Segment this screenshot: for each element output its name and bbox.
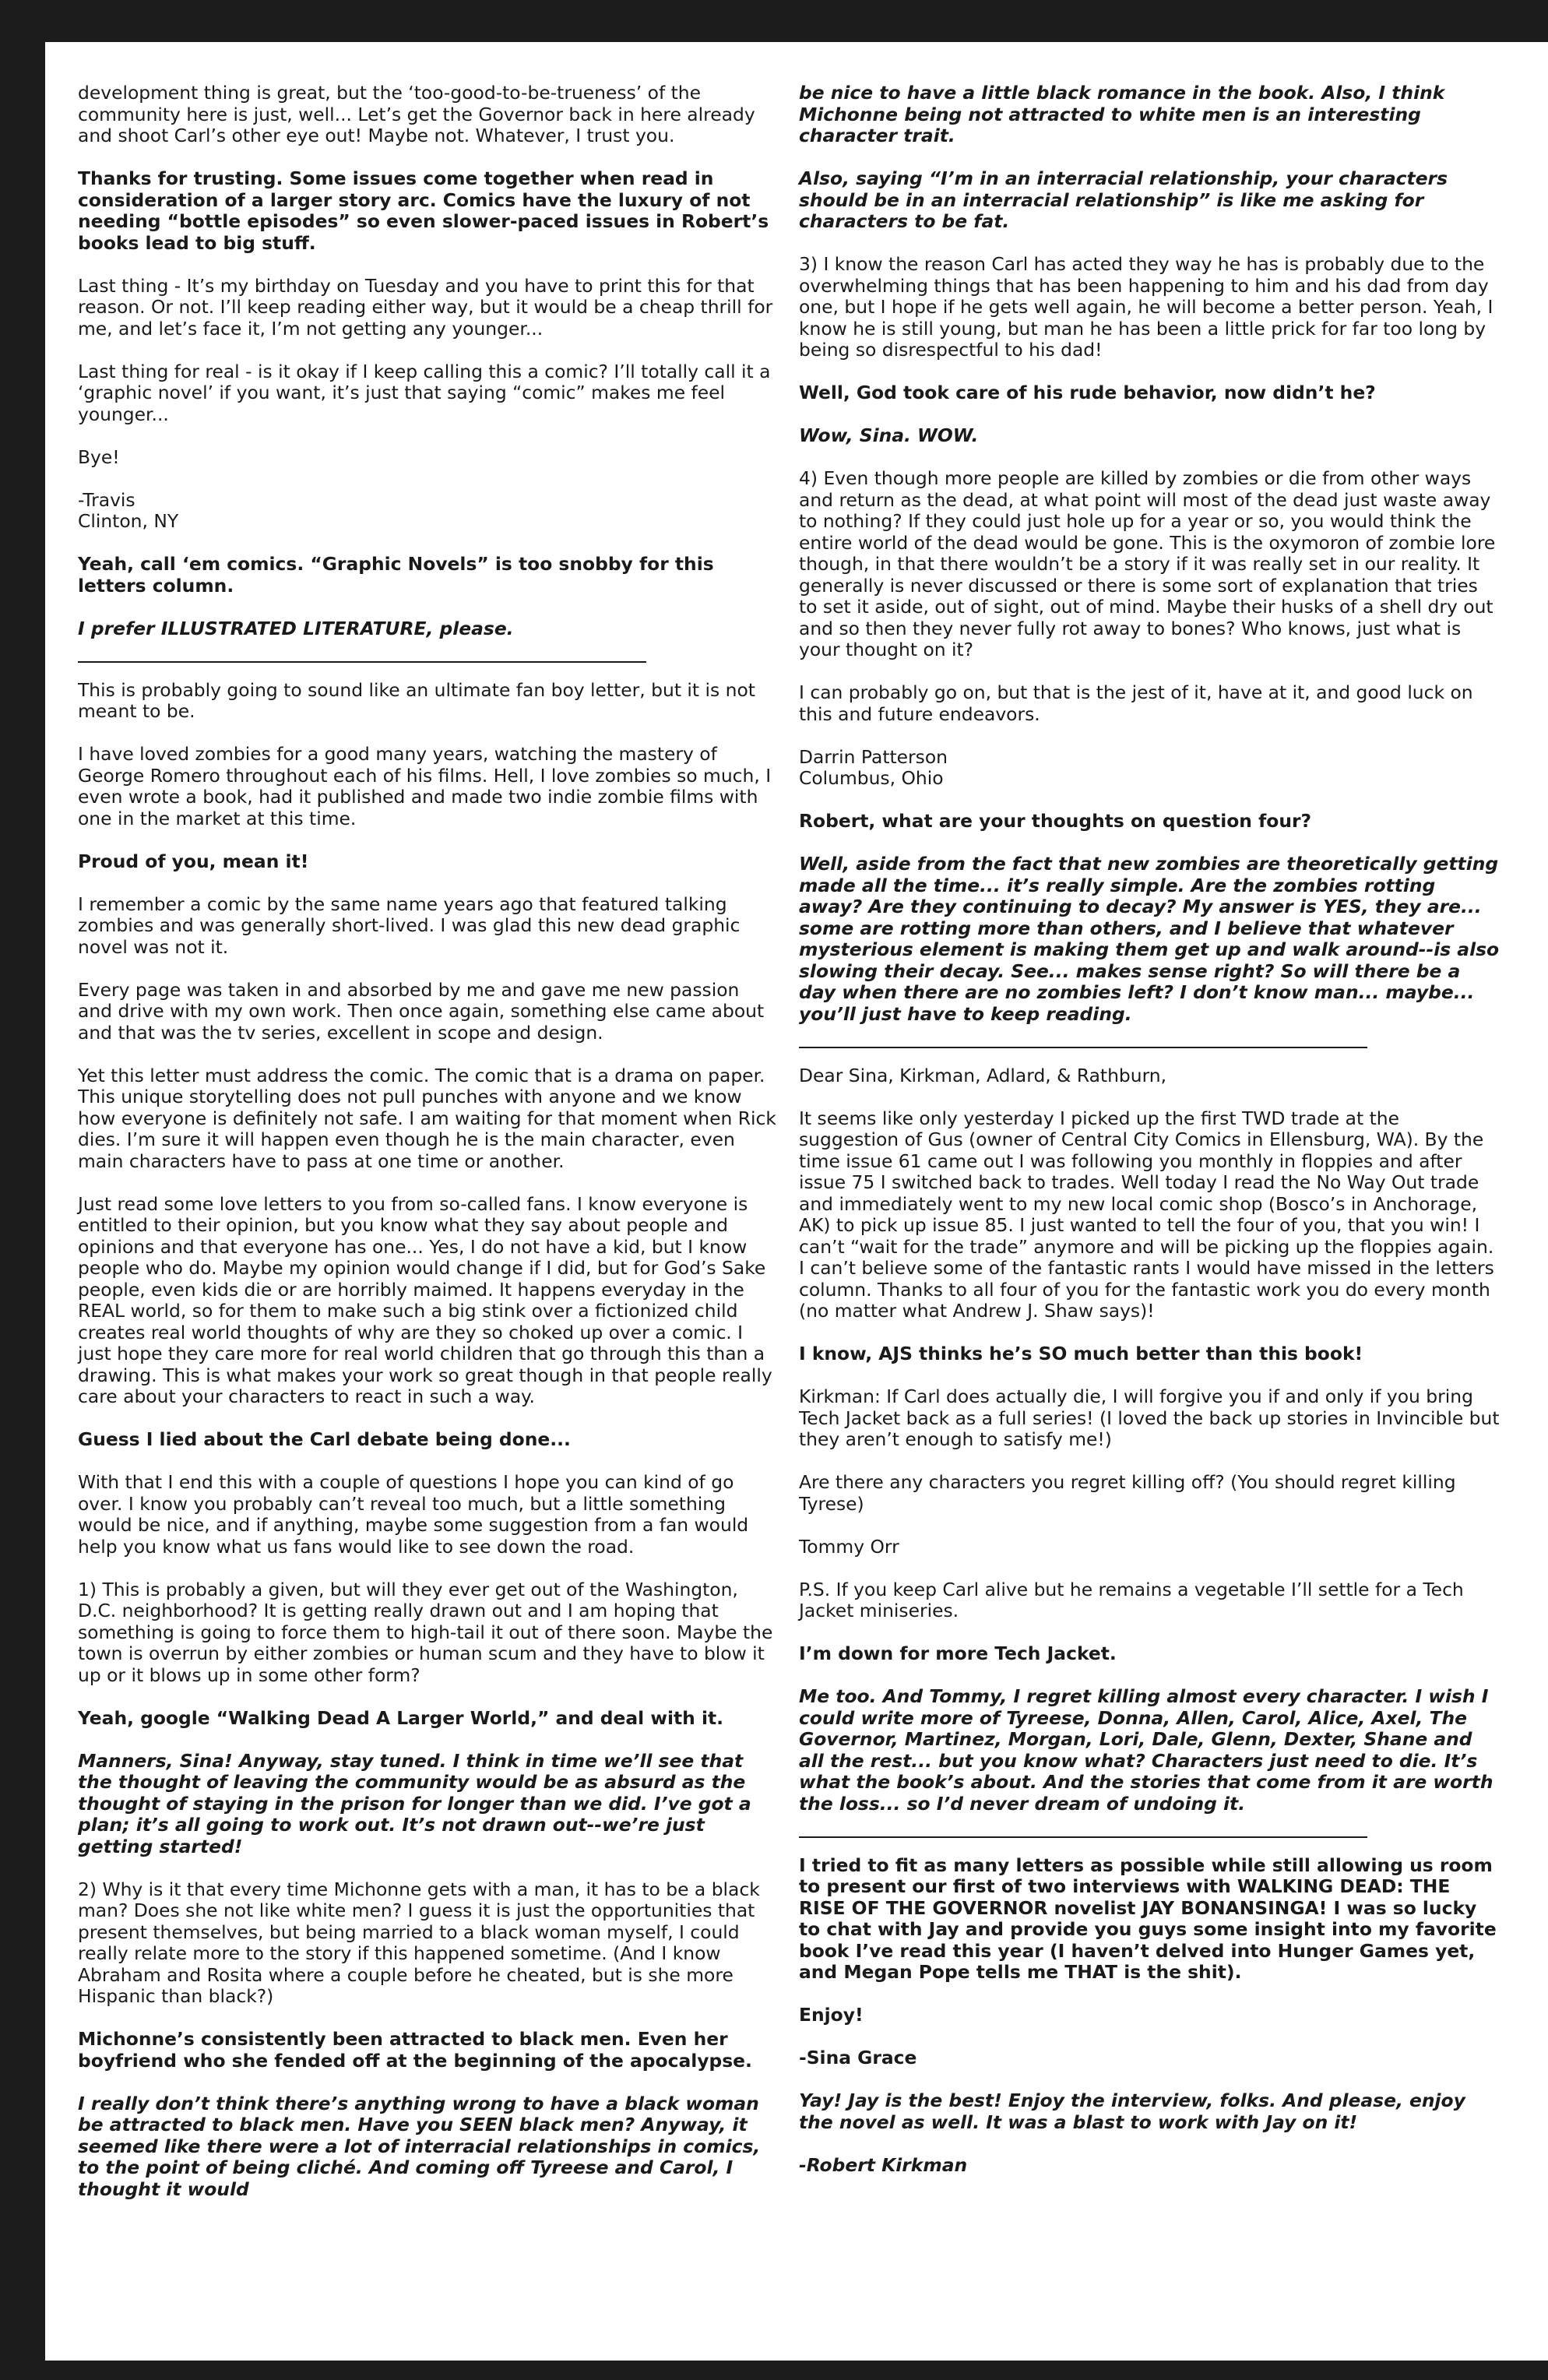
- editor-reply: I tried to fit as many letters as possible while still allowing us room to present our first of two interviews with WALKING DEAD: THE RISE OF THE GOVERNOR novelist JAY BONANSINGA! I was so lucky to chat with Jay and provide you guys some insight into my favorite book I’ve read this year (I haven’t delved into Hunger Games yet, and Megan Pope tells me THAT is the shit).: [799, 1854, 1497, 1983]
- letter-paragraph: 1) This is probably a given, but will they ever get out of the Washington, D.C. neighborhood? It is getting really drawn out and I am hoping that something is going to force them to high-tail it out of there soon. Maybe the town is overrun by either zombies or human scum and they have to blow it up or it blows up in some other form?: [78, 1578, 773, 1686]
- editor-reply: I prefer ILLUSTRATED LITERATURE, please.: [78, 617, 514, 639]
- left-column: [78, 83, 779, 2200]
- letters-page: [45, 42, 1548, 2361]
- letter-paragraph: P.S. If you keep Carl alive but he remains a vegetable I’ll settle for a Tech Jacket miniseries.: [799, 1578, 1464, 1621]
- letter-paragraph: Last thing for real - is it okay if I keep calling this a comic? I’ll totally call it a ‘graphic novel’ if you want, it’s just that saying “comic” makes me feel younger...: [78, 360, 771, 425]
- editor-reply: Me too. And Tommy, I regret killing almost every character. I wish I could write more of Tyreese, Donna, Allen, Carol, Alice, Axel, The Governor, Martinez, Morgan, Lori, Dale, Glenn, Dexter, Shane and all the rest... but you know what? Characters just need to die. It’s what the book’s about. And the stories that come from it are worth the loss... so I’d never dream of undoing it.: [799, 1685, 1493, 1815]
- letter-paragraph: Dear Sina, Kirkman, Adlard, & Rathburn,: [799, 1064, 1167, 1086]
- editor-reply: Well, aside from the fact that new zombies are theoretically getting made all the time... it’s really simple. Are the zombies rotting away? Are they continuing to decay? My answer is YES, they are... some are rotting more than others, and I believe that whatever mysterious element is making them get up and walk around--is also slowing their decay. See... makes sense right? So will there be a day when there are no zombies left? I don’t know man... maybe... you’ll just have to keep reading.: [799, 853, 1500, 1025]
- letter-paragraph: Last thing - It’s my birthday on Tuesday and you have to print this for that reason. Or not. I’ll keep reading either way, but it would be a cheap thrill for me, and let’s face it, I’m not getting any younger...: [78, 274, 773, 340]
- letter-paragraph: Every page was taken in and absorbed by me and gave me new passion and drive with my own work. Then once again, something else came about and that was the tv series, excellent in scope and design.: [78, 978, 765, 1044]
- editor-reply: Proud of you, mean it!: [78, 850, 309, 872]
- right-column: [799, 83, 1500, 2176]
- editor-reply: I know, AJS thinks he’s SO much better than this book!: [799, 1343, 1363, 1364]
- editor-reply: Yeah, call ‘em comics. “Graphic Novels” is too snobby for this letters column.: [78, 553, 714, 597]
- editor-reply: Michonne’s consistently been attracted to black men. Even her boyfriend who she fended off at the beginning of the apocalypse.: [78, 2028, 752, 2072]
- editor-reply: Wow, Sina. WOW.: [799, 424, 979, 446]
- letter-paragraph: Are there any characters you regret killing off? (You should regret killing Tyrese): [799, 1471, 1456, 1515]
- letter-paragraph: 4) Even though more people are killed by zombies or die from other ways and return as the dead, at what point will most of the dead just waste away to nothing? If they could just hole up for a year or so, you would think the entire world of the dead would be gone. This is the oxymoron of zombie lore though, in that there wouldn’t be a story if it was really set in our reality. It generally is never discussed or there is some sort of explanation that tries to set it aside, out of sight, out of mind. Maybe their husks of a shell dry out and so then they never fully rot away to bones? Who knows, just what is your thought on it?: [799, 467, 1496, 660]
- letter-paragraph: It seems like only yesterday I picked up the first TWD trade at the suggestion of Gus (owner of Central City Comics in Ellensburg, WA). By the time issue 61 came out I was following you monthly in floppies and after issue 75 I switched back to trades. Well today I read the No Way Out trade and immediately went to my new local comic shop (Bosco’s in Anchorage, AK) to pick up issue 85. I just wanted to tell the four of you, that you win! I can’t “wait for the trade” anymore and will be picking up the floppies again. I can’t believe some of the fantastic rants I would have missed in the letters column. Thanks to all four of you for the fantastic work you do every month (no matter what Andrew J. Shaw says)!: [799, 1107, 1494, 1322]
- editor-reply: Yay! Jay is the best! Enjoy the interview, folks. And please, enjoy the novel as well. It was a blast to work with Jay on it!: [799, 2090, 1465, 2133]
- editor-reply: Robert, what are your thoughts on question four?: [799, 810, 1312, 832]
- editor-reply: Also, saying “I’m in an interracial relationship, your characters should be in an interracial relationship” is like me asking for characters to be fat.: [799, 167, 1448, 232]
- editor-reply: Thanks for trusting. Some issues come together when read in consideration of a larger story arc. Comics have the luxury of not needing “bottle episodes” so even slower-paced issues in Robert’s books lead to big stuff.: [78, 167, 769, 254]
- editor-reply: Yeah, google “Walking Dead A Larger World,” and deal with it.: [78, 1706, 724, 1729]
- letter-paragraph: I can probably go on, but that is the jest of it, have at it, and good luck on this and future endeavors.: [799, 681, 1473, 725]
- editor-reply: -Robert Kirkman: [799, 2153, 968, 2176]
- editor-reply: I’m down for more Tech Jacket.: [799, 1642, 1117, 1664]
- letter-paragraph: Yet this letter must address the comic. The comic that is a drama on paper. This unique storytelling does not pull punches with anyone and we know how everyone is definitely not safe. I am waiting for that moment when Rick dies. I’m sure it will happen even though he is the main character, even main characters have to pass at one time or another.: [78, 1064, 776, 1172]
- editor-reply: I really don’t think there’s anything wrong to have a black woman be attracted to black men. Have you SEEN black men? Anyway, it seemed like there were a lot of interracial relationships in comics, to the point of being cliché. And coming off Tyreese and Carol, I thought it would: [78, 2092, 761, 2200]
- letter-paragraph: This is probably going to sound like an ultimate fan boy letter, but it is not meant to be.: [78, 678, 755, 722]
- section-divider: [78, 661, 646, 663]
- letter-paragraph: Tommy Orr: [799, 1535, 899, 1558]
- editor-reply: Guess I lied about the Carl debate being done...: [78, 1428, 571, 1450]
- editor-reply: be nice to have a little black romance in the book. Also, I think Michonne being not attracted to white men is an interesting character trait.: [799, 82, 1445, 146]
- letter-paragraph: I have loved zombies for a good many years, watching the mastery of George Romero throughout each of his films. Hell, I love zombies so much, I even wrote a book, had it published and made two indie zombie films with one in the market at this time.: [78, 743, 772, 829]
- editor-reply: Enjoy!: [799, 2004, 864, 2026]
- editor-reply: -Sina Grace: [799, 2047, 917, 2068]
- letter-paragraph: Bye!: [78, 445, 120, 468]
- letter-paragraph: Just read some love letters to you from so-called fans. I know everyone is entitled to their opinion, but you know what they say about people and opinions and that everyone has one... Yes, I do not have a kid, but I know people who do. Maybe my opinion would change if I did, but for God’s Sake people, even kids die or are horribly maimed. It happens everyday in the REAL world, so for them to make such a big stink over a fictionized child creates real world thoughts of why are they so choked up over a comic. I just hope they care more for real world children that go through this than a drawing. This is what makes your work so great though in that people really care about your characters to react in such a way.: [78, 1192, 772, 1407]
- letter-paragraph: 3) I know the reason Carl has acted they way he has is probably due to the overwhelming things that has been happening to him and his dad from day one, but I hope if he gets well again, he will become a better person. Yeah, I know he is still young, but man he has been a little prick for far too long by being so disrespectful to his dad!: [799, 253, 1493, 361]
- letter-paragraph: I remember a comic by the same name years ago that featured talking zombies and was generally short-lived. I was glad this new dead graphic novel was not it.: [78, 892, 741, 958]
- letter-paragraph: With that I end this with a couple of questions I hope you can kind of go over. I know you probably can’t reveal too much, but a little something would be nice, and if anything, maybe some suggestion from a fan would help you know what us fans would like to see down the road.: [78, 1471, 749, 1558]
- section-divider: [799, 1047, 1367, 1048]
- letter-paragraph: Darrin Patterson Columbus, Ohio: [799, 745, 948, 789]
- section-divider: [799, 1836, 1367, 1838]
- letter-paragraph: development thing is great, but the ‘too-good-to-be-trueness’ of the community here is just, well... Let’s get the Governor back in here already and shoot Carl’s other eye out! Maybe not. Whatever, I trust you.: [78, 82, 755, 146]
- letter-paragraph: 2) Why is it that every time Michonne gets with a man, it has to be a black man? Does she not like white men? I guess it is just the opportunities that present themselves, but being married to a black woman myself, I could really relate more to the story if this happened sometime. (And I know Abraham and Rosita where a couple before he cheated, but is she more Hispanic than black?): [78, 1878, 760, 2007]
- letter-paragraph: -Travis Clinton, NY: [78, 488, 179, 532]
- letter-paragraph: Kirkman: If Carl does actually die, I will forgive you if and only if you bring Tech Jacket back as a full series! (I loved the back up stories in Invincible but they aren’t enough to satisfy me!): [799, 1385, 1500, 1450]
- editor-reply: Manners, Sina! Anyway, stay tuned. I think in time we’ll see that the thought of leaving the community would be as absurd as the thought of staying in the prison for longer than we did. I’ve got a plan; it’s all going to work out. It’s not drawn out--we’re just getting started!: [78, 1749, 751, 1857]
- editor-reply: Well, God took care of his rude behavior, now didn’t he?: [799, 382, 1376, 403]
